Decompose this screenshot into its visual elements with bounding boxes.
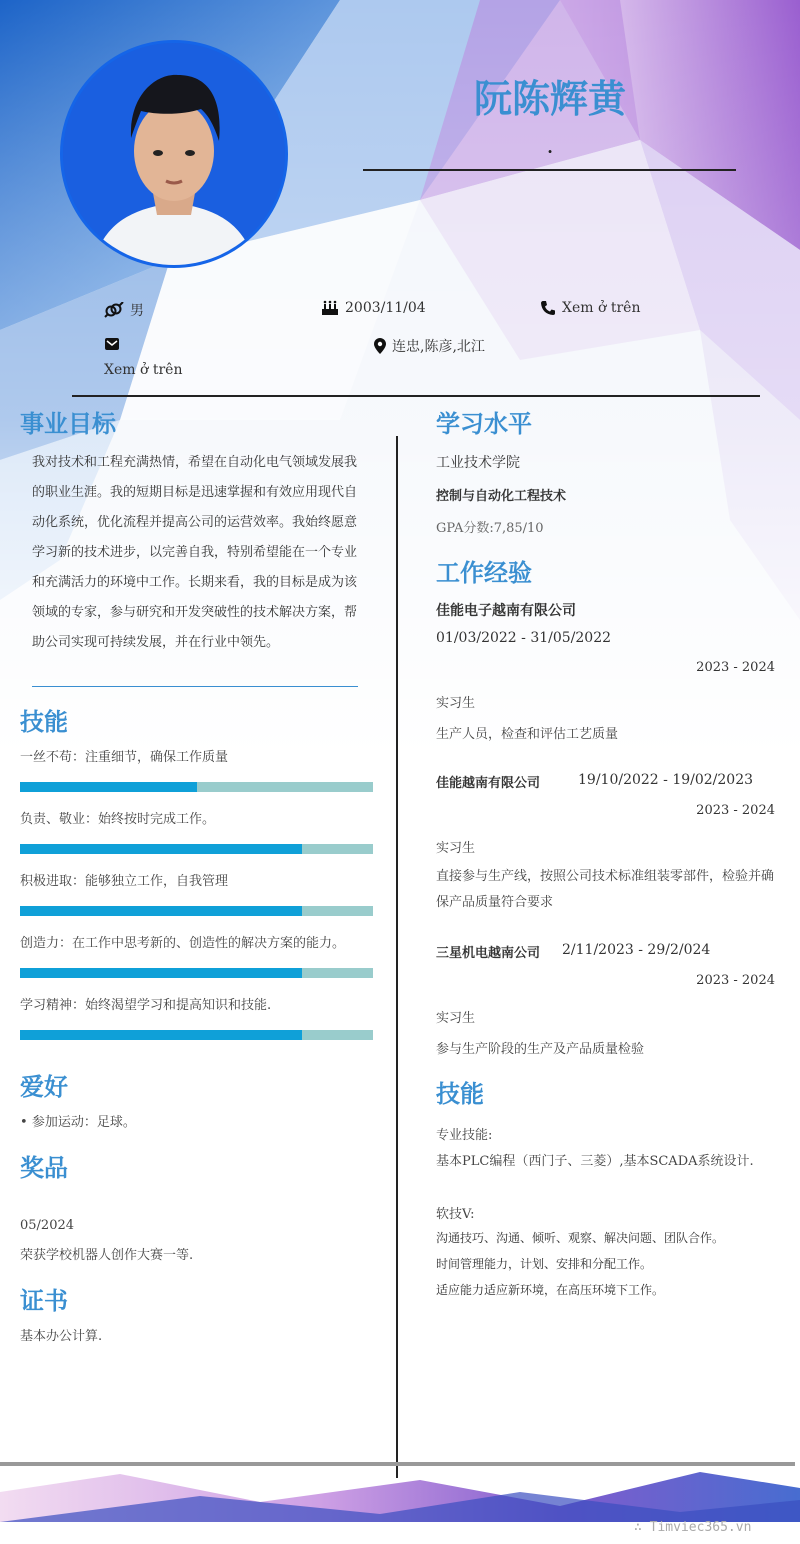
skill-label: 创造力：在工作中思考新的、创造性的解决方案的能力。 [20, 936, 346, 951]
award-text: 荣获学校机器人创作大赛一等. [20, 1248, 194, 1263]
location-pin-icon [374, 338, 386, 354]
education-title: 学习水平 [436, 410, 532, 438]
job-years: 2023 - 2024 [696, 973, 775, 988]
job-header [436, 772, 753, 791]
certificate-text: 基本办公计算. [20, 1329, 103, 1344]
birthdate-info [321, 300, 426, 316]
column-divider [396, 436, 398, 1478]
name-divider [363, 169, 736, 171]
soft-skill-item: 沟通技巧、沟通、倾听、观察、解决问题、团队合作。 [436, 1231, 725, 1245]
job-years: 2023 - 2024 [696, 803, 775, 818]
footer-background [0, 1462, 800, 1522]
job-dates: 19/10/2022 - 19/02/2023 [578, 772, 754, 788]
skill-bar [20, 1030, 373, 1040]
skill-label: 负责、敬业：始终按时完成工作。 [20, 812, 216, 827]
professional-skills-heading: 专业技能: [436, 1128, 493, 1143]
soft-skill-item: 适应能力适应新环境，在高压环境下工作。 [436, 1283, 665, 1297]
job-company: 佳能越南有限公司 [436, 776, 541, 791]
soft-skills-heading: 软技V: [436, 1207, 475, 1222]
email-icon [104, 337, 120, 351]
phone-info [540, 300, 640, 316]
certificates-title: 证书 [20, 1287, 68, 1315]
hobbies-title: 爱好 [20, 1073, 68, 1101]
skills-left-title: 技能 [20, 708, 68, 736]
experience-title: 工作经验 [436, 559, 532, 587]
address-value: 连忠,陈彦,北江 [392, 339, 485, 355]
skill-bar [20, 782, 373, 792]
skill-label: 积极进取：能够独立工作，自我管理 [20, 874, 229, 889]
major-name: 控制与自动化工程技术 [436, 489, 567, 504]
person-photo-icon [63, 43, 285, 265]
email-value: Xem ở trên [104, 362, 183, 378]
job-description: 生产人员，检查和评估工艺质量 [436, 727, 619, 742]
candidate-name: 阮陈辉黄 [473, 77, 626, 121]
professional-skills-text: 基本PLC编程（西门子、三菱）,基本SCADA系统设计. [436, 1154, 754, 1169]
objective-title: 事业目标 [20, 410, 116, 438]
gender-info [104, 300, 144, 320]
brand-text: Timviec365.vn [649, 1520, 752, 1535]
gender-icon [104, 302, 124, 318]
job-position: 实习生 [436, 696, 476, 711]
award-date: 05/2024 [20, 1218, 75, 1233]
school-name: 工业技术学院 [436, 455, 520, 471]
phone-value: Xem ở trên [562, 300, 641, 316]
birthdate-value: 2003/11/04 [345, 300, 426, 316]
job-position: 实习生 [436, 1011, 476, 1026]
skill-bar [20, 968, 373, 978]
job-position: 实习生 [436, 841, 476, 856]
header-divider [72, 395, 760, 397]
job-description: 直接参与生产线，按照公司技术标准组装零部件，检验并确保产品质量符合要求 [436, 869, 775, 910]
objective-underline [32, 686, 358, 687]
soft-skill-item: 时间管理能力，计划、安排和分配工作。 [436, 1257, 653, 1271]
job-description: 参与生产阶段的生产及产品质量检验 [436, 1042, 645, 1057]
skills-right-title: 技能 [436, 1080, 484, 1108]
job-company: 三星机电越南公司 [436, 946, 541, 961]
email-info [104, 337, 120, 351]
hobby-item: • 参加运动：足球。 [20, 1115, 136, 1130]
skill-bar [20, 906, 373, 916]
skill-label: 学习精神：始终渴望学习和提高知识和技能. [20, 998, 272, 1013]
candidate-subtitle: . [547, 138, 553, 157]
job-header [436, 942, 710, 961]
phone-icon [540, 300, 556, 316]
gender-value: 男 [130, 303, 144, 319]
job-years: 2023 - 2024 [696, 660, 775, 675]
hobby-text: 参加运动：足球。 [31, 1115, 136, 1130]
objective-text: 我对技术和工程充满热情，希望在自动化电气领域发展我的职业生涯。我的短期目标是迅速掌握和有效应用现代自动化系统，优化流程并提高公司的运营效率。我始终愿意学习新的技术进步，以完善自我，特别希望能在一个专业和充满活力的环境中工作。长期来看，我的目标是成为该领域的专家，参与研究和开发突破性的技术解决方案，帮助公司实现可持续发展，并在行业中领先。 [32, 455, 358, 650]
job-company: 佳能电子越南有限公司 [436, 603, 576, 619]
awards-title: 奖品 [20, 1154, 68, 1182]
footer-brand[interactable] [634, 1520, 751, 1535]
job-dates: 01/03/2022 - 31/05/2022 [436, 630, 612, 646]
brand-dots-icon: ∴ [634, 1520, 650, 1535]
birthday-cake-icon [321, 300, 339, 316]
gpa-value: GPA分数:7,85/10 [436, 521, 544, 536]
job-dates: 2/11/2023 - 29/2/024 [562, 942, 711, 958]
address-info [374, 336, 485, 356]
avatar [60, 40, 288, 268]
footer-divider [0, 1462, 795, 1466]
skill-bar [20, 844, 373, 854]
skill-label: 一丝不苟：注重细节，确保工作质量 [20, 750, 229, 765]
